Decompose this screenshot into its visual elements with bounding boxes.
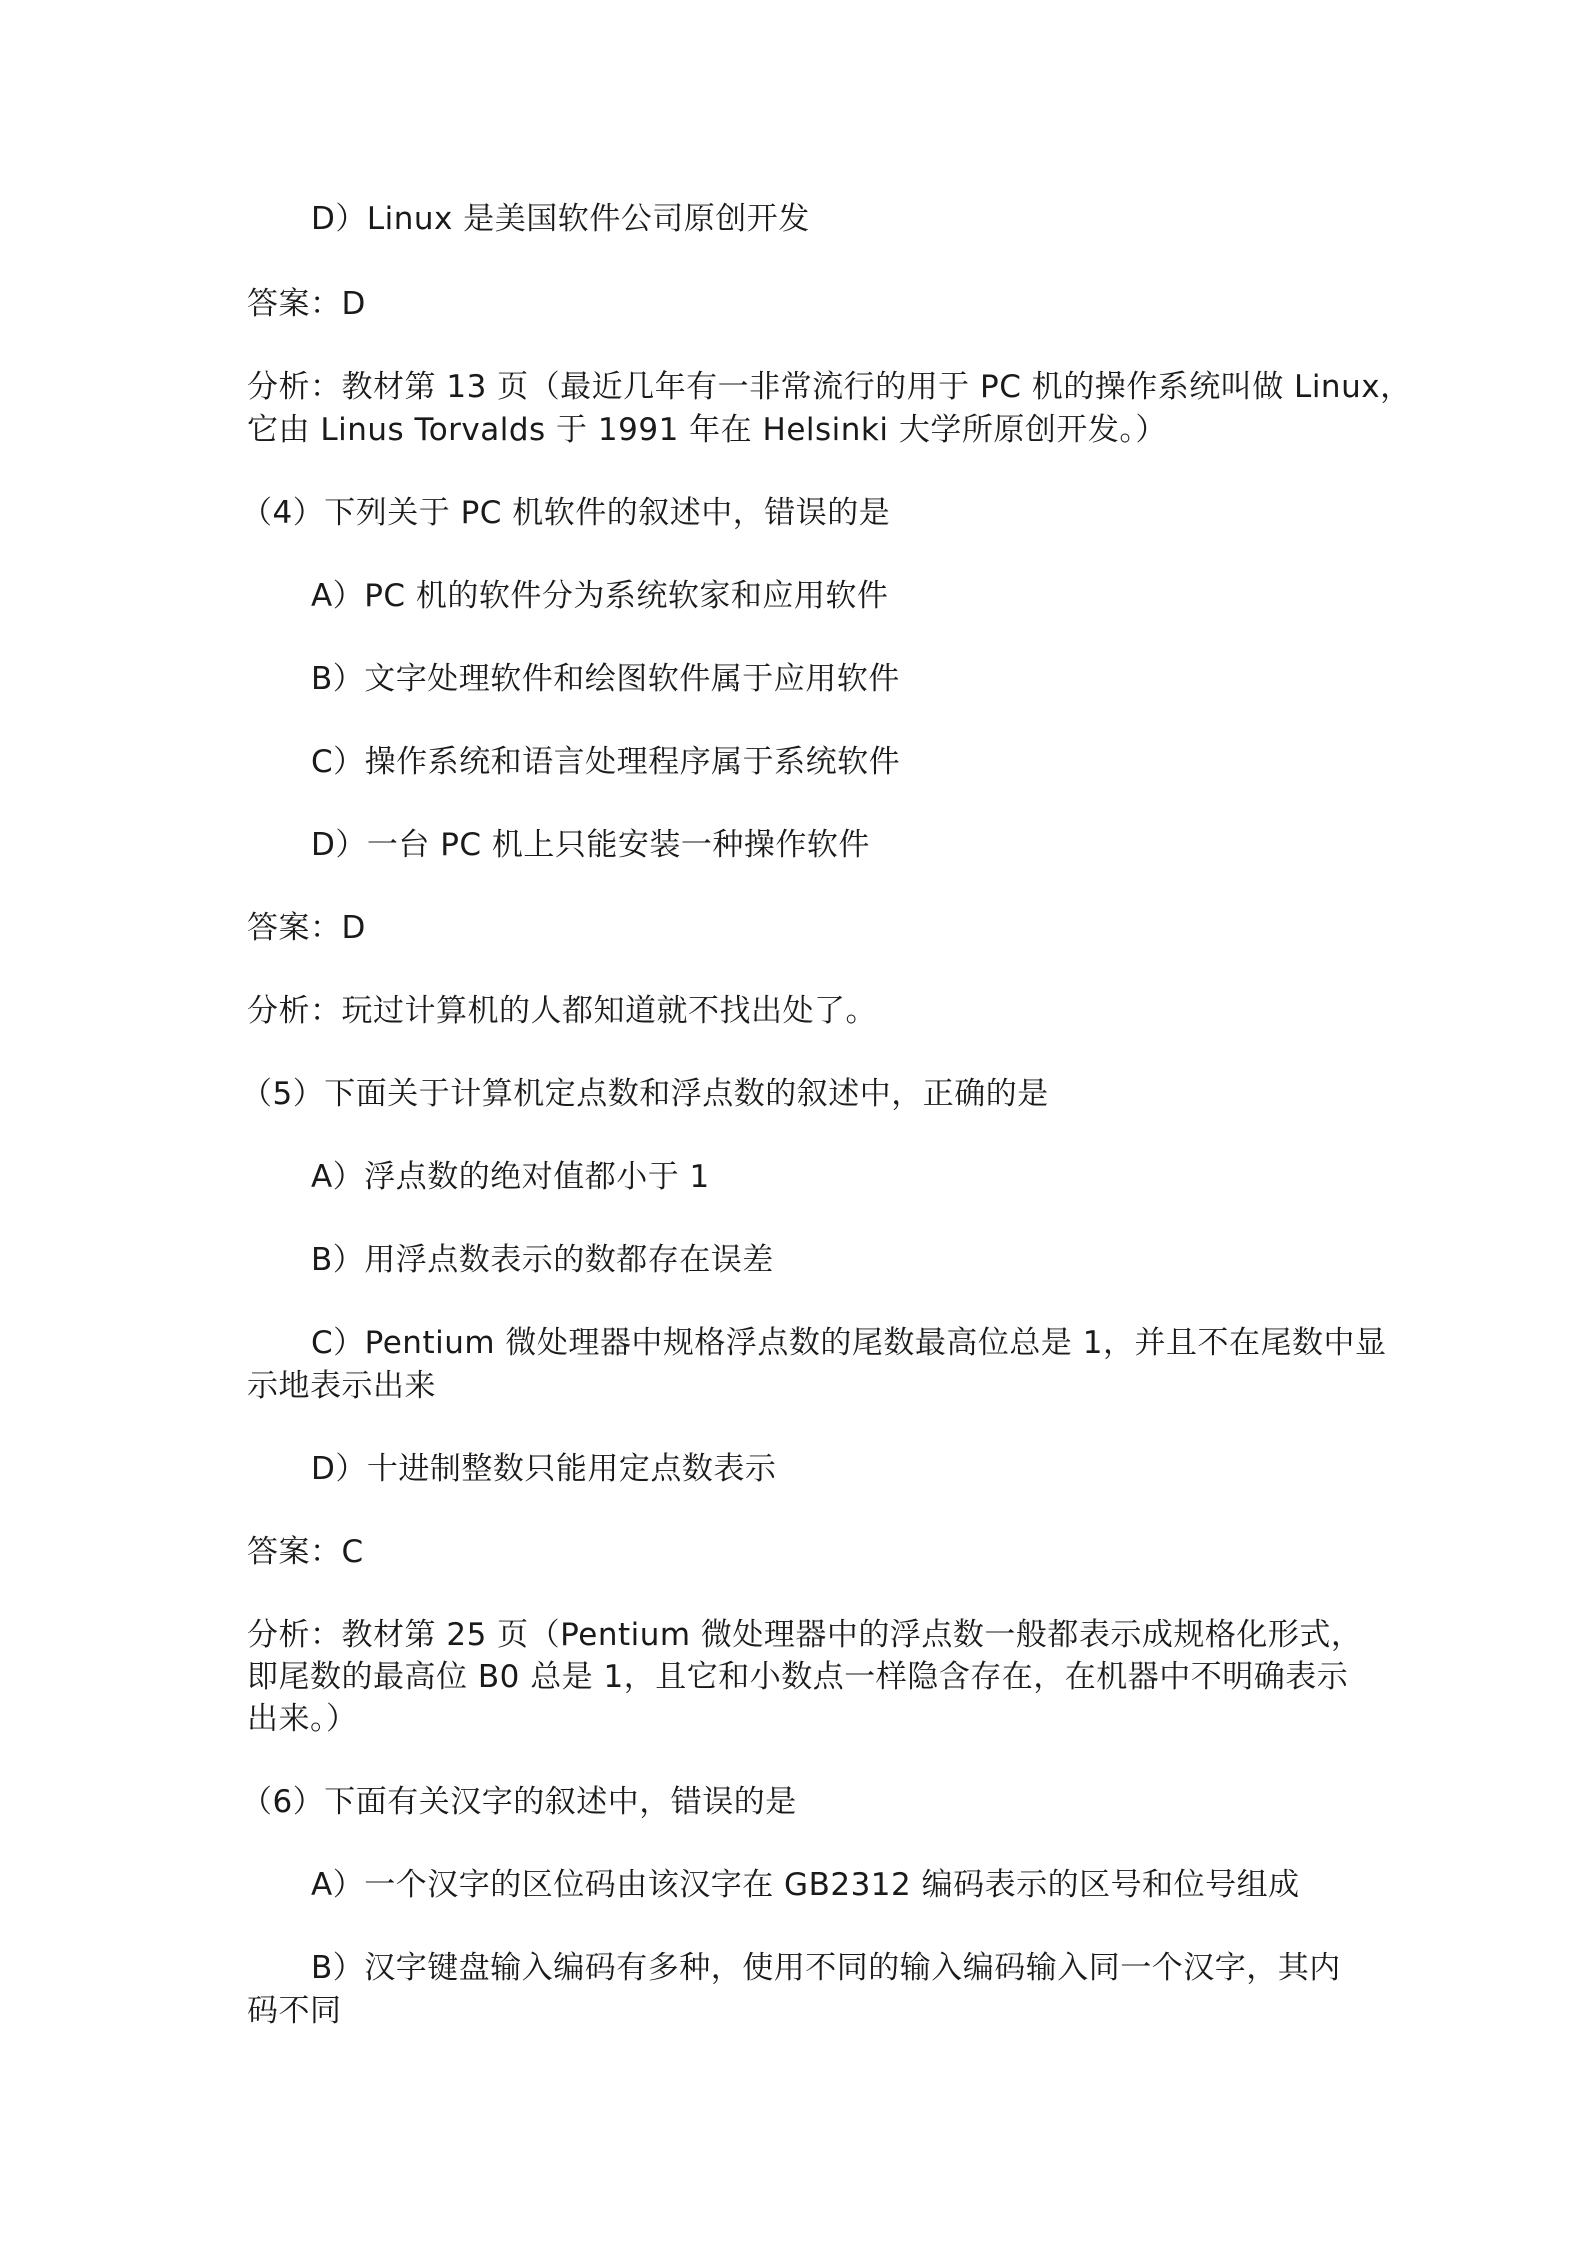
q3-analysis-line-1: 分析：教材第 13 页（最近几年有一非常流行的用于 PC 机的操作系统叫做 Linux，	[247, 369, 1412, 405]
q5-question: （5）下面关于计算机定点数和浮点数的叙述中，正确的是	[241, 1076, 1049, 1112]
q4-option-d: D）一台 PC 机上只能安装一种操作软件	[311, 827, 870, 863]
q4-option-a: A）PC 机的软件分为系统软家和应用软件	[311, 578, 889, 614]
q5-option-c-line-1: C）Pentium 微处理器中规格浮点数的尾数最高位总是 1，并且不在尾数中显	[311, 1325, 1387, 1361]
q3-option-d: D）Linux 是美国软件公司原创开发	[311, 201, 810, 237]
q6-option-b-line-1: B）汉字键盘输入编码有多种，使用不同的输入编码输入同一个汉字，其内	[311, 1950, 1341, 1986]
q4-option-c: C）操作系统和语言处理程序属于系统软件	[311, 744, 901, 780]
q5-analysis-line-1: 分析：教材第 25 页（Pentium 微处理器中的浮点数一般都表示成规格化形式，	[247, 1617, 1363, 1653]
q5-option-d: D）十进制整数只能用定点数表示	[311, 1451, 777, 1487]
q4-answer: 答案：D	[247, 910, 366, 946]
q5-analysis-line-2: 即尾数的最高位 B0 总是 1，且它和小数点一样隐含存在，在机器中不明确表示	[247, 1659, 1349, 1695]
q5-option-c-line-2: 示地表示出来	[247, 1368, 436, 1404]
q3-analysis-line-2: 它由 Linus Torvalds 于 1991 年在 Helsinki 大学所原创开发。）	[247, 412, 1167, 448]
q5-option-a: A）浮点数的绝对值都小于 1	[311, 1159, 710, 1195]
q5-answer: 答案：C	[247, 1534, 364, 1570]
q5-analysis-line-3: 出来。）	[247, 1701, 358, 1737]
q3-answer: 答案：D	[247, 286, 366, 322]
q6-option-a: A）一个汉字的区位码由该汉字在 GB2312 编码表示的区号和位号组成	[311, 1867, 1300, 1903]
q6-option-b-line-2: 码不同	[247, 1993, 342, 2029]
q4-option-b: B）文字处理软件和绘图软件属于应用软件	[311, 661, 900, 697]
q5-option-b: B）用浮点数表示的数都存在误差	[311, 1242, 774, 1278]
q6-question: （6）下面有关汉字的叙述中，错误的是	[241, 1784, 797, 1820]
q4-analysis: 分析：玩过计算机的人都知道就不找出处了。	[247, 993, 877, 1029]
q4-question: （4）下列关于 PC 机软件的叙述中，错误的是	[241, 495, 891, 531]
